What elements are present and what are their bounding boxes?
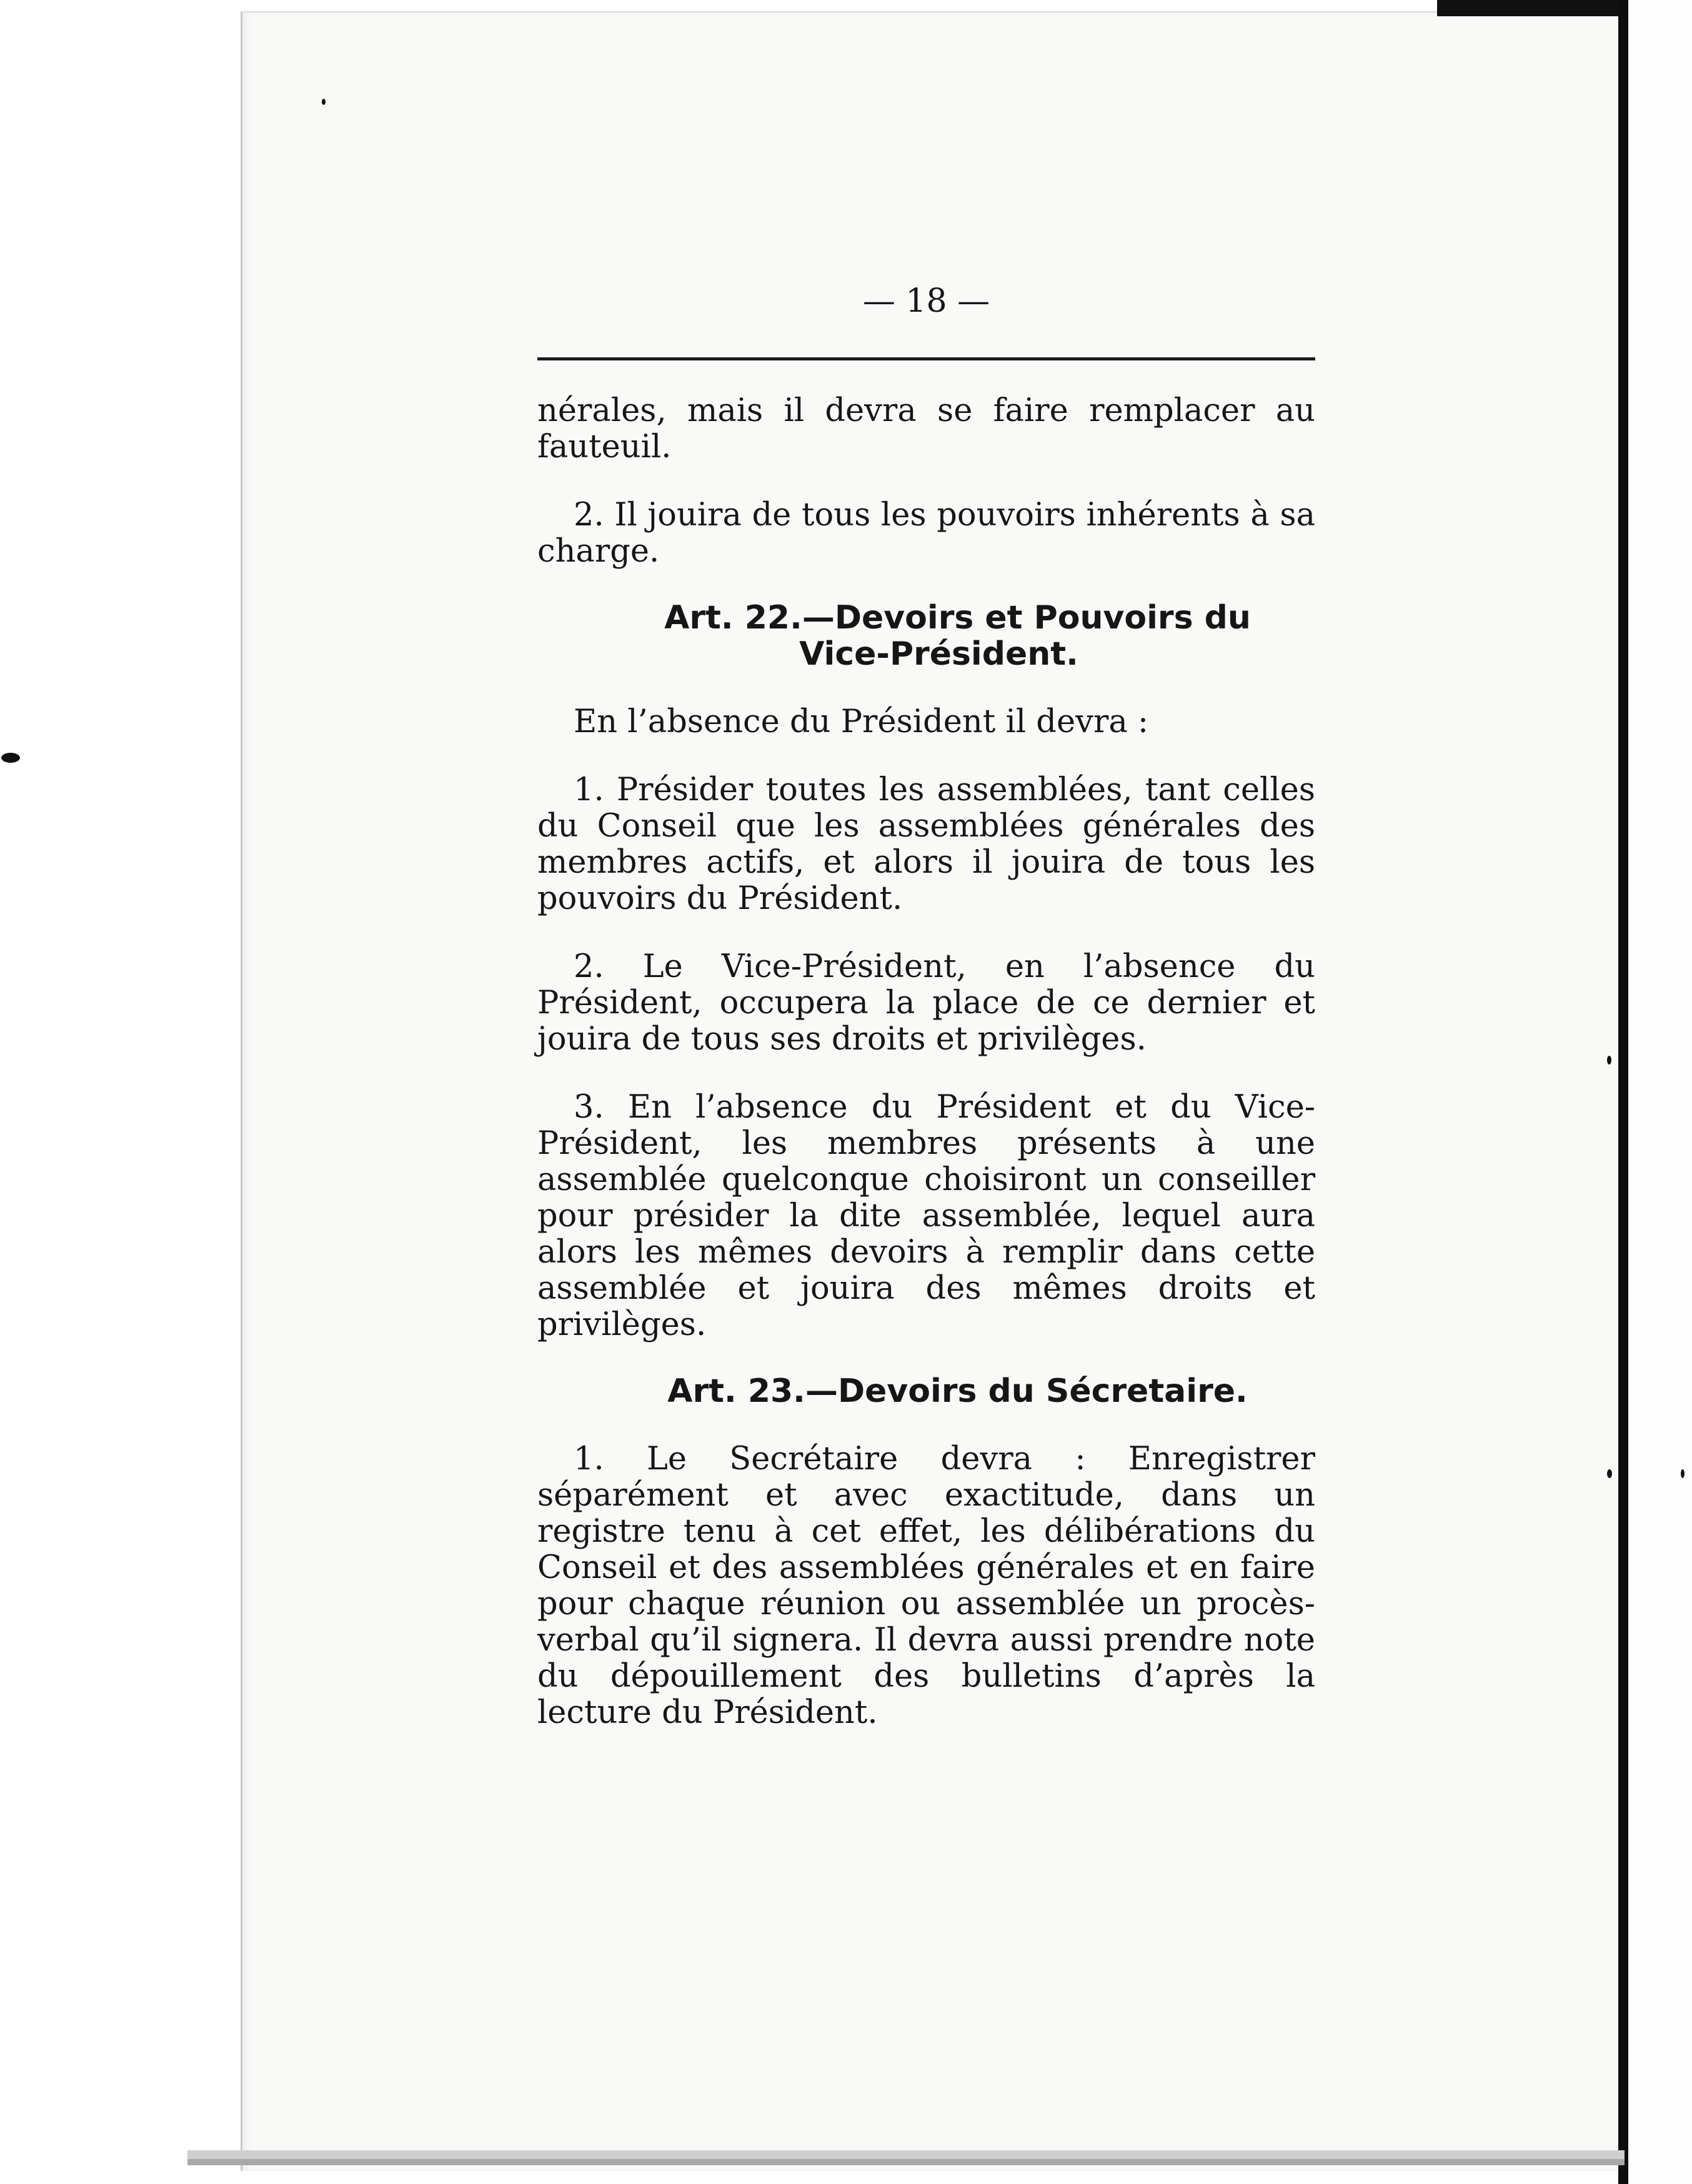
article-22-item-3: 3. En l’absence du Président et du Vice-Président, les membres présents à une assemblée quelconque choisiront un conseiller pour présider la dite assemblée, lequel aura alors les mêmes devoirs à remplir dans cette assemblée et jouira des mêmes droits et privilèges. <box>537 1089 1315 1343</box>
scan-speck <box>1607 1056 1611 1065</box>
article-22-item-2: 2. Le Vice-Président, en l’absence du Président, occupera la place de ce dernier et jouira de tous ses droits et privilèges. <box>537 948 1315 1058</box>
heading-line: Art. 23.—Devoirs du Sécretaire. <box>667 1372 1248 1410</box>
scan-margin <box>1628 0 1692 2184</box>
heading-line: Vice-Président. <box>799 635 1078 673</box>
scan-speck <box>1607 1469 1612 1478</box>
scan-speck <box>1 753 20 763</box>
page-number: — 18 — <box>862 282 990 320</box>
header-rule <box>537 357 1315 360</box>
article-23-item-1: 1. Le Secrétaire devra : Enregistrer séparément et avec exactitude, dans un registre tenu à cet effet, les délibérations du Conseil et des assemblées générales et en faire pour chaque réunion ou assemblée un procès-verbal qu’il signera. Il devra aussi prendre note du dépouillement des bulletins d’après la lecture du Président. <box>537 1441 1315 1731</box>
page-text <box>537 269 1315 1731</box>
article-22-intro: En l’absence du Président il devra : <box>574 703 1149 740</box>
continued-paragraph: nérales, mais il devra se faire remplacer au fauteuil. <box>537 392 1315 465</box>
paragraph-item: 2. Il jouira de tous les pouvoirs inhérents à sa charge. <box>537 497 1315 570</box>
heading-line: Art. 22.—Devoirs et Pouvoirs du <box>664 599 1251 637</box>
article-22-item-1: 1. Présider toutes les assemblées, tant celles du Conseil que les assemblées générales des membres actifs, et alors il jouira de tous les pouvoirs du Président. <box>537 772 1315 917</box>
article-23-heading <box>537 1373 1315 1409</box>
scan-top-edge <box>1437 0 1618 16</box>
scan-speck <box>322 99 326 105</box>
scan-right-edge <box>1618 0 1628 2184</box>
scan-speck <box>1681 1469 1685 1478</box>
scan-bottom-edge <box>187 2150 1625 2159</box>
article-22-heading <box>537 600 1315 672</box>
scan-bottom-shadow <box>187 2159 1625 2165</box>
